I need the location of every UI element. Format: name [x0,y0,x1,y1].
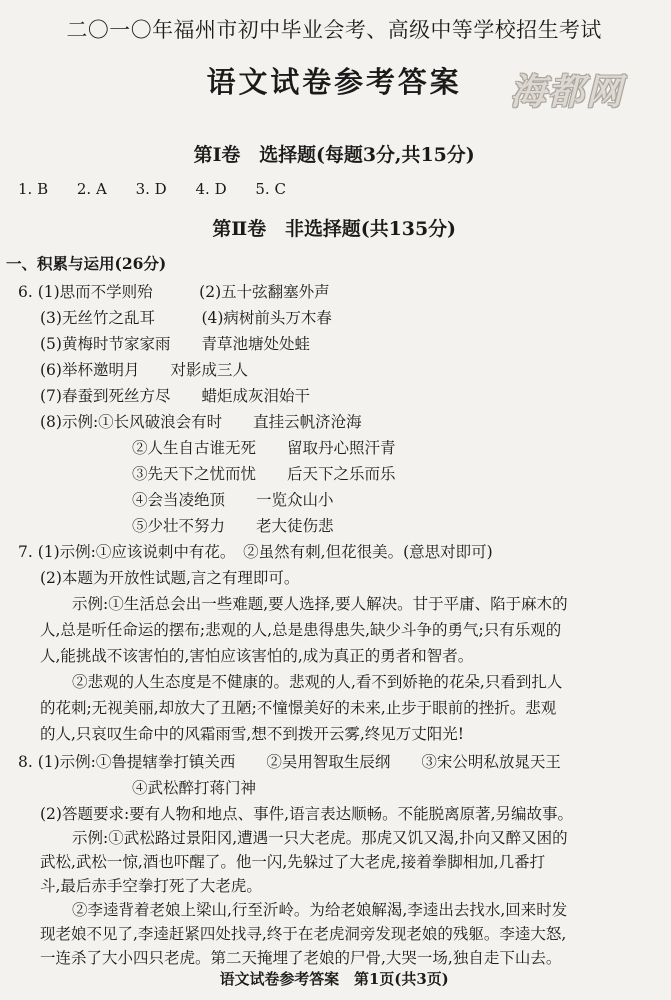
answer-line: (5)黄梅时节家家雨 青草池塘处处蛙 [40,335,310,353]
answer-line: ⑤少壮不努力 老大徒伤悲 [132,517,334,535]
answer-line: ②李逵背着老娘上梁山,行至沂岭。为给老娘解渴,李逵出去找水,回来时发 [72,901,568,919]
answer-line: 人,总是听任命运的摆布;悲观的人,总是患得患失,缺少斗争的勇气;只有乐观的 [40,621,562,639]
answer-line: (3)无丝竹之乱耳 (4)病树前头万木春 [40,309,332,327]
answer-line: 一连杀了大小四只老虎。第二天掩埋了老娘的尸骨,大哭一场,独自走下山去。 [40,949,562,967]
page-footer: 语文试卷参考答案 第1页(共3页) [219,970,449,988]
answer-line: 8. (1)示例:①鲁提辖拳打镇关西 ②吴用智取生辰纲 ③宋公明私放晁天王 [18,753,561,771]
answer-line: 示例:①生活总会出一些难题,要人选择,要人解决。甘于平庸、陷于麻木的 [72,595,568,613]
answer-line: (8)示例:①长风破浪会有时 直挂云帆济沧海 [40,413,362,431]
mcq-answer: 2. A [76,180,107,198]
answer-line: 的花刺;无视美丽,却放大了丑陋;不憧憬美好的未来,止步于眼前的挫折。悲观 [40,699,557,717]
part2-heading: 第Ⅱ卷 非选择题(共135分) [212,218,456,240]
answer-line: (6)举杯邀明月 对影成三人 [40,361,248,379]
answer-line: 武松,武松一惊,酒也吓醒了。他一闪,先躲过了大老虎,接着拳脚相加,几番打 [40,853,546,871]
answer-line: (7)春蚕到死丝方尽 蜡炬成灰泪始干 [40,387,310,405]
answer-line: 6. (1)思而不学则殆 (2)五十弦翻塞外声 [18,283,330,301]
exam-title: 二〇一〇年福州市初中毕业会考、高级中等学校招生考试 [66,18,602,42]
answer-line: 的人,只哀叹生命中的风霜雨雪,想不到拨开云雾,终见万丈阳光! [40,725,465,743]
answer-line: 斗,最后赤手空拳打死了大老虎。 [40,877,262,895]
answer-line: 示例:①武松路过景阳冈,遭遇一只大老虎。那虎又饥又渴,扑向又醉又困的 [72,829,568,847]
answer-line: 现老娘不见了,李逵赶紧四处找寻,终于在老虎洞旁发现老娘的残躯。李逵大怒, [40,925,567,943]
mcq-answer: 5. C [255,180,286,198]
answer-line: ④会当凌绝顶 一览众山小 [132,491,334,509]
answer-line: 人,能挑战不该害怕的,害怕应该害怕的,成为真正的勇者和智者。 [40,647,474,665]
answer-line: ④武松醉打蒋门神 [132,779,257,797]
watermark-logo: 海都网 [510,71,625,113]
section-heading: 一、积累与运用(26分) [6,254,167,273]
mcq-answer: 3. D [135,180,167,198]
answer-line: ②人生自古谁无死 留取丹心照汗青 [132,439,396,457]
answer-line: 7. (1)示例:①应该说刺中有花。 ②虽然有刺,但花很美。(意思对即可) [18,543,493,561]
answer-line: ②悲观的人生态度是不健康的。悲观的人,看不到娇艳的花朵,只看到扎人 [72,673,563,691]
mcq-answer: 1. B [18,180,49,198]
mcq-answer-row [18,180,310,198]
part1-heading: 第Ⅰ卷 选择题(每题3分,共15分) [193,144,475,166]
answer-line: ③先天下之忧而忧 后天下之乐而乐 [132,465,396,483]
answer-line: (2)答题要求:要有人物和地点、事件,语言表达顺畅。不能脱离原著,另编故事。 [40,805,574,823]
answer-line: (2)本题为开放性试题,言之有理即可。 [40,569,300,587]
mcq-answer: 4. D [195,180,227,198]
document-title: 语文试卷参考答案 [206,65,462,99]
